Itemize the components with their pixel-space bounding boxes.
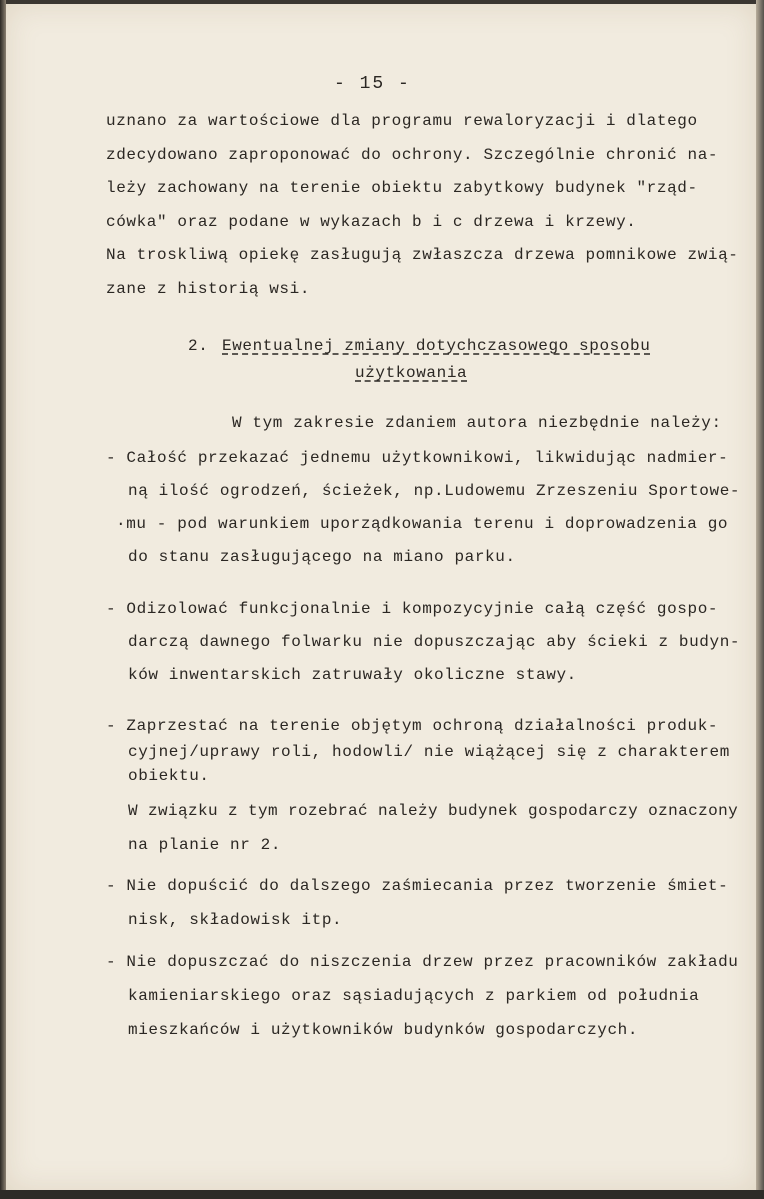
text-line: cówka" oraz podane w wykazach b i c drzewa i krzewy. bbox=[106, 213, 637, 231]
list-item-line: W związku z tym rozebrać należy budynek gospodarczy oznaczony bbox=[128, 802, 739, 820]
list-item-line: nisk, składowisk itp. bbox=[128, 911, 343, 929]
list-item-line: - Nie dopuszczać do niszczenia drzew przez pracowników zakładu bbox=[106, 953, 739, 971]
page-edge-right bbox=[756, 0, 764, 1199]
list-item-line: kamieniarskiego oraz sąsiadujących z parkiem od południa bbox=[128, 987, 700, 1005]
text-line: leży zachowany na terenie obiektu zabytkowy budynek "rząd- bbox=[106, 179, 698, 197]
list-item-line: - Zaprzestać na terenie objętym ochroną działalności produk- bbox=[106, 717, 719, 735]
list-item-line: - Odizolować funkcjonalnie i kompozycyjnie całą część gospo- bbox=[106, 600, 719, 618]
text-line: uznano za wartościowe dla programu rewaloryzacji i dlatego bbox=[106, 112, 698, 130]
list-item-line: na planie nr 2. bbox=[128, 836, 282, 854]
section-heading-line-1: Ewentualnej zmiany dotychczasowego sposobu bbox=[222, 337, 651, 355]
list-item-line: do stanu zasługującego na miano parku. bbox=[128, 548, 516, 566]
intro-line: W tym zakresie zdaniem autora niezbędnie należy: bbox=[232, 414, 722, 432]
text-line: Na troskliwą opiekę zasługują zwłaszcza drzewa pomnikowe zwią- bbox=[106, 246, 739, 264]
page-edge-bottom bbox=[0, 1190, 764, 1199]
list-item-line: darczą dawnego folwarku nie dopuszczając aby ścieki z budyn- bbox=[128, 633, 741, 651]
list-item-line: ków inwentarskich zatruwały okoliczne stawy. bbox=[128, 666, 577, 684]
section-heading-line-2: użytkowania bbox=[355, 364, 468, 382]
list-item-line: ną ilość ogrodzeń, ścieżek, np.Ludowemu Zrzeszeniu Sportowe- bbox=[128, 482, 741, 500]
page-number: - 15 - bbox=[334, 74, 411, 94]
list-item-line: - Nie dopuścić do dalszego zaśmiecania przez tworzenie śmiet- bbox=[106, 877, 729, 895]
text-line: zdecydowano zaproponować do ochrony. Szczególnie chronić na- bbox=[106, 146, 719, 164]
text-line: zane z historią wsi. bbox=[106, 280, 311, 298]
list-item-line: ·mu - pod warunkiem uporządkowania terenu i doprowadzenia go bbox=[116, 515, 729, 533]
list-item-line: obiektu. bbox=[128, 767, 210, 785]
list-item-line: mieszkańców i użytkowników budynków gospodarczych. bbox=[128, 1021, 639, 1039]
list-item-line: cyjnej/uprawy roli, hodowli/ nie wiążącej się z charakterem bbox=[128, 743, 730, 761]
section-number: 2. bbox=[188, 337, 209, 355]
list-item-line: - Całość przekazać jednemu użytkownikowi, likwidując nadmier- bbox=[106, 449, 729, 467]
